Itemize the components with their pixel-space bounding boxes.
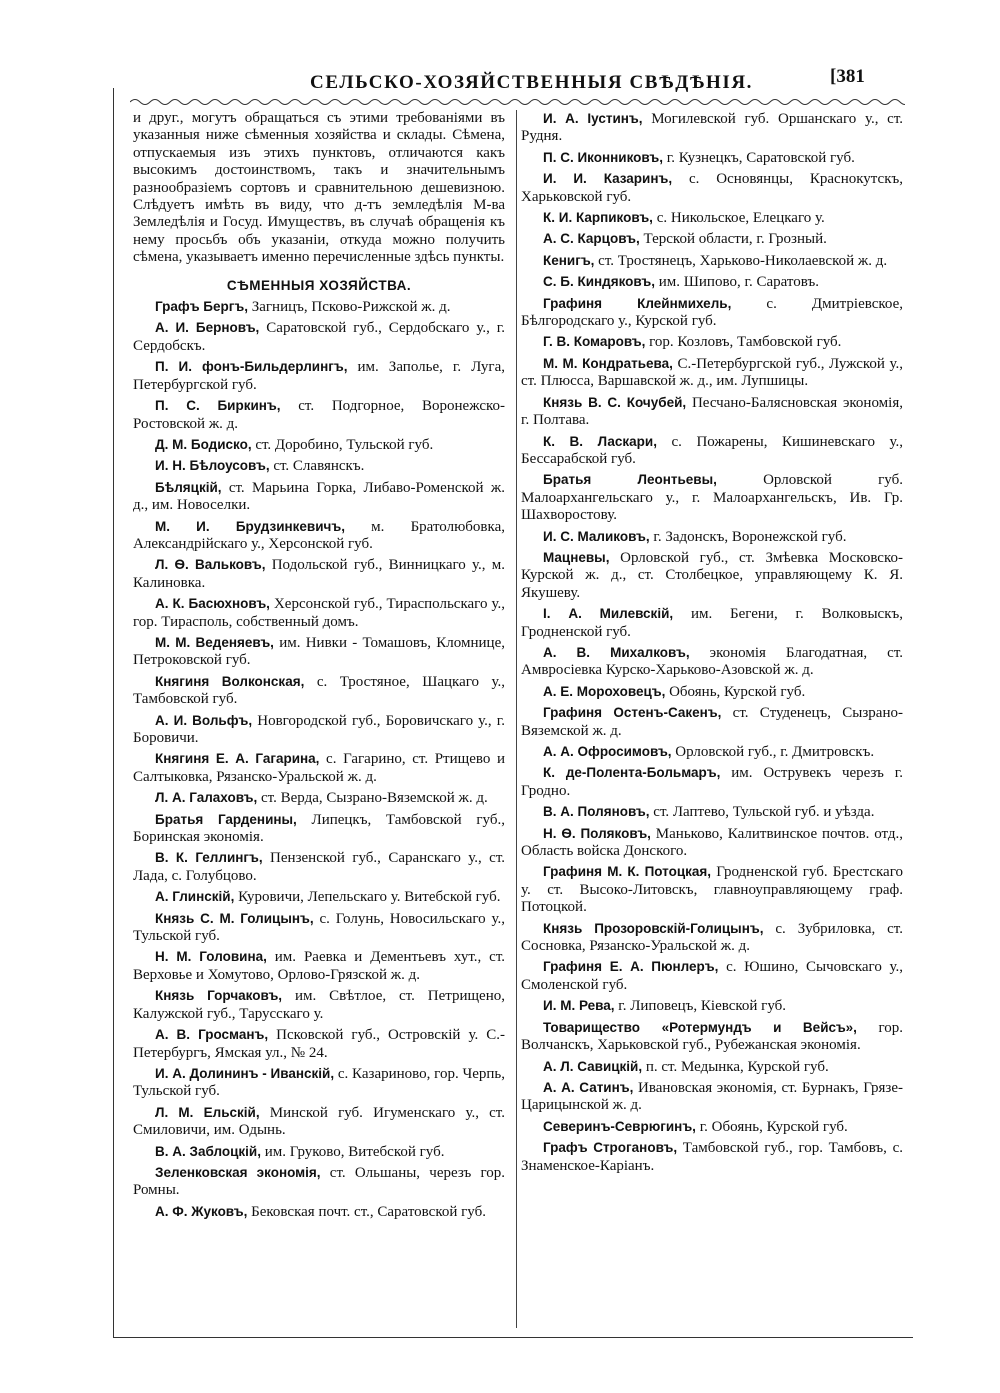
entry-name: Графъ Бергъ, — [155, 299, 248, 315]
entry — [133, 298, 505, 316]
entry-name: И. А. Долининъ - Иванскій, — [155, 1065, 335, 1081]
entry-address: Новгородской губ., Боровичскаго у., г. Боровичи. — [133, 712, 505, 746]
entry-address: им. Бегени, г. Волковыскъ, Гродненской губ. — [521, 606, 903, 640]
entry-address: с. Тростяное, Шацкаго у., Тамбовской губ. — [133, 673, 505, 708]
entry-name: А. И. Вольфъ, — [155, 712, 253, 728]
entry — [133, 595, 505, 631]
entry-name: К. И. Карпиковъ, — [543, 210, 653, 226]
entry-address: ст. Студенецъ, Сызрано-Вяземской ж. д. — [521, 705, 903, 739]
entry-address: Бековская почт. ст., Саратовской губ. — [247, 1203, 486, 1220]
entry-name: І. А. Милевскій, — [543, 606, 674, 622]
entry-address: Куровичи, Лепельскаго у. Витебской губ. — [234, 889, 501, 906]
entry-address: ст. Подгорное, Воронежско-Ростовской ж. д. — [133, 398, 505, 432]
entry — [521, 1118, 903, 1136]
entry — [521, 230, 903, 248]
entry-address: Гродненской губ. Брестскаго у. ст. Высоко-Литовскъ, главноуправляющему граф. Потоцкой. — [521, 864, 903, 916]
entry-name: С. Б. Киндяковъ, — [543, 274, 655, 290]
entry-name: М. М. Веденяевъ, — [155, 634, 274, 650]
entry-address: Могилевской губ. Оршанскаго у., ст. Рудня. — [521, 111, 904, 145]
entry — [521, 863, 903, 916]
entry-address: Тамбовской губ., гор. Тамбовъ, с. Знаменское-Каріанъ. — [521, 1140, 903, 1174]
entry — [521, 252, 903, 270]
entry — [521, 528, 903, 546]
entry-name: Л. Ѳ. Вальковъ, — [155, 557, 266, 573]
entry — [133, 1104, 505, 1140]
entry — [133, 1065, 505, 1101]
entry — [521, 743, 903, 761]
entry — [521, 333, 903, 351]
entry — [133, 789, 505, 807]
entry — [521, 1019, 903, 1055]
entry-name: Кенигъ, — [543, 252, 595, 268]
entry-address: ст. Верда, Сызрано-Вяземской ж. д. — [257, 790, 488, 807]
entry-address: с. Пожарены, Кишиневскаго у., Бессарабской губ. — [521, 433, 903, 467]
entry-address: с. Голунь, Новосильскаго у., Тульской губ. — [133, 910, 505, 945]
entry-address: Маньково, Калитвинское почтов. отд., Область войска Донского. — [521, 825, 903, 860]
entry — [133, 1203, 505, 1221]
entry-name: Графиня Клейнмихель, — [543, 295, 732, 311]
entry — [521, 209, 903, 227]
entry-name: К. В. Ласкари, — [543, 433, 657, 449]
entry-name: И. С. Маликовъ, — [543, 528, 650, 544]
intro-paragraph: и друг., могутъ обращаться съ этими требованіями въ указанныя ниже сѣменныя хозяйства и склады. Сѣмена, отпускаемыя изъ этихъ пунктовъ, отличаются какъ высокимъ достоинствомъ, такъ и значительнымъ разнообразіемъ сортовъ и сравнительною дешевизною. Слѣдуетъ имѣть въ виду, что д-тъ земледѣлія М-ва Земледѣлія и Госуд. Имуществъ, въ случаѣ обращенія къ нему просьбъ объ указаніи, откуда можно получить сѣмена, указываетъ именно перечисленные здѣсь пункты. — [133, 110, 505, 266]
entry — [133, 987, 505, 1023]
entry-name: А. Л. Савицкій, — [543, 1058, 643, 1074]
entry-name: А. В. Михалковъ, — [543, 644, 690, 660]
entry-name: А. А. Офросимовъ, — [543, 744, 672, 759]
entry-address: им. Острувекъ черезъ г. Гродно. — [521, 765, 903, 799]
entry-address: ст. Ольшаны, черезъ гор. Ромны. — [133, 1164, 505, 1199]
entry-address: Псковской губ., Островскій у. С.-Петербургъ, Ямская ул., № 24. — [133, 1027, 506, 1061]
entry-address: ст. Лаптево, Тульской губ. и уѣзда. — [649, 804, 875, 821]
entry-name: П. С. Биркинъ, — [155, 398, 281, 414]
entry-name: Графиня Е. А. Пюнлеръ, — [543, 959, 719, 975]
entry — [521, 295, 903, 331]
entry-name: Зеленковская экономія, — [155, 1164, 321, 1180]
entry-address: Орловской губ., ст. Змѣевка Московско-Курской ж. д., ст. Столбецкое, управляющему К. Я. Якушеву. — [521, 549, 903, 601]
entry-address: Обоянь, Курской губ. — [665, 683, 806, 700]
entry — [133, 1164, 505, 1200]
entry-name: Графиня Остенъ-Сакенъ, — [543, 705, 722, 721]
entry — [133, 1026, 505, 1062]
entry-name: П. С. Иконниковъ, — [543, 149, 663, 165]
entry-name: М. И. Брудзинкевичъ, — [155, 518, 345, 534]
right-column — [521, 110, 903, 1178]
entry-address: Ивановская экономія, ст. Бурнакъ, Грязе-Царицынской ж. д. — [521, 1079, 903, 1114]
entry-address: им. Шиповo, г. Саратовъ. — [654, 274, 819, 291]
running-title: СЕЛЬСКО-ХОЗЯЙСТВЕННЫЯ СВѢДѢНІЯ. — [310, 72, 754, 93]
right-entry-list — [521, 110, 903, 1175]
entry-name: А. К. Басюхновъ, — [155, 596, 270, 612]
entry — [521, 704, 903, 740]
entry — [133, 1143, 505, 1161]
entry — [521, 273, 903, 291]
entry-address: г. Обоянь, Курской губ. — [695, 1118, 848, 1135]
entry-name: Н. Ѳ. Поляковъ, — [543, 825, 651, 841]
frame-bottom-rule — [113, 1337, 913, 1338]
entry-address: им. Груково, Витебской губ. — [260, 1143, 445, 1160]
entry-name: И. А. Іустинъ, — [543, 111, 643, 126]
frame-left-rule — [113, 88, 114, 1338]
entry — [133, 634, 505, 670]
entry-name: А. А. Сатинъ, — [543, 1079, 634, 1095]
entry — [133, 556, 505, 592]
entry-address: с. Казариново, гор. Черпь, Тульской губ. — [133, 1065, 505, 1100]
entry-name: Княгиня Е. А. Гагарина, — [155, 751, 320, 767]
entry-address: с. Никольское, Елецкаго у. — [652, 210, 825, 227]
entry-address: Песчано-Балясновская экономія, г. Полтава. — [521, 394, 903, 429]
entry-name: И. М. Рева, — [543, 998, 615, 1014]
entry-name: Д. М. Бодиско, — [155, 436, 252, 452]
entry-address: Херсонской губ., Тираспольскаго у., гор. Тирасполь, собственный домъ. — [133, 596, 505, 630]
entry-address: п. ст. Медынка, Курской губ. — [642, 1058, 829, 1075]
entry-address: с. Зубриловка, ст. Сосновка, Рязанско-Уральской ж. д. — [521, 920, 903, 955]
entry — [521, 355, 903, 391]
entry-name: Графъ Строгановъ, — [543, 1140, 678, 1156]
entry-name: К. де-Полента-Больмаръ, — [543, 765, 721, 781]
entry-name: А. С. Карцовъ, — [543, 231, 640, 247]
section-title: СѢМЕННЫЯ ХОЗЯЙСТВА. — [226, 277, 412, 293]
entry-name: Князь С. М. Голицынъ, — [155, 910, 314, 926]
entry — [133, 888, 505, 906]
entry-name: И. Н. Бѣлоусовъ, — [155, 458, 270, 474]
column-divider — [516, 110, 517, 1328]
entry — [133, 948, 505, 984]
entry-name: Князь Прозоровскій-Голицынъ, — [543, 920, 764, 936]
entry-name: Н. М. Головина, — [155, 949, 267, 965]
entry-name: А. И. Берновъ, — [155, 320, 260, 336]
entry-address: ст. Славянскъ. — [269, 458, 365, 475]
entry-name: Князь В. С. Кочубей, — [543, 394, 687, 410]
entry — [521, 605, 903, 641]
entry-address: гор. Козловъ, Тамбовской губ. — [645, 334, 842, 351]
entry-name: Товарищество «Ротермундъ и Вейсъ», — [543, 1019, 857, 1035]
entry-name: Северинъ-Севрюгинъ, — [543, 1118, 696, 1134]
entry-name: П. И. фонъ-Бильдерлингъ, — [155, 359, 348, 375]
entry-name: И. И. Казаринъ, — [543, 171, 673, 187]
entry-name: В. К. Геллингъ, — [155, 850, 263, 866]
entry — [133, 479, 505, 515]
entry — [521, 683, 903, 701]
entry — [521, 958, 903, 994]
entry-name: Братья Леонтьевы, — [543, 472, 717, 488]
entry-address: гор. Волчанскъ, Харьковской губ., Рубежанская экономія. — [521, 1019, 903, 1054]
entry-address: им. Раевка и Дементьевъ хут., ст. Верховье и Хомутово, Орлово-Грязской ж. д. — [133, 949, 506, 983]
entry-address: с. Основянцы, Краснокутскъ, Харьковской губ. — [521, 171, 903, 205]
entry — [133, 811, 505, 847]
entry — [521, 471, 903, 524]
entry — [521, 1139, 903, 1175]
entry-address: с. Гагарино, ст. Ртищево и Салтыковка, Рязанско-Уральской ж. д. — [133, 751, 505, 785]
wavy-rule-ornament — [130, 96, 905, 108]
entry-address: ст. Доробино, Тульской губ. — [251, 436, 434, 453]
entry-address: Орловской губ., г. Дмитровскъ. — [671, 744, 875, 760]
entry — [521, 1058, 903, 1076]
entry-address: Загницъ, Псково-Рижской ж. д. — [247, 299, 451, 316]
entry — [133, 518, 505, 554]
entry — [521, 110, 903, 146]
entry — [521, 825, 903, 861]
entry — [133, 910, 505, 946]
entry — [521, 433, 903, 469]
entry-address: Терской области, г. Грозный. — [639, 231, 827, 248]
entry-name: М. М. Кондратьева, — [543, 355, 673, 371]
entry-name: Л. А. Галаховъ, — [155, 790, 258, 806]
entry-address: им. Свѣтлое, ст. Петрищено, Калужской губ., Тарусскаго у. — [133, 988, 505, 1022]
entry — [521, 149, 903, 167]
entry-name: Князь Горчаковъ, — [155, 988, 283, 1004]
entry — [133, 397, 505, 433]
entry-address: Подольской губ., Винницкаго у., м. Калиновка. — [133, 557, 505, 591]
entry-address: с. Дмитріевское, Бѣлгородскаго у., Курской губ. — [521, 295, 903, 330]
page-number: [381 — [830, 66, 865, 87]
entry — [521, 1079, 903, 1115]
left-entry-list — [133, 298, 505, 1221]
entry — [521, 764, 903, 800]
entry-name: Мацневы, — [543, 549, 610, 565]
entry-address: ст. Тростянецъ, Харьково-Николаевской ж. д. — [594, 252, 888, 269]
entry-name: А. В. Гросманъ, — [155, 1027, 269, 1043]
entry-name: Л. М. Ельскій, — [155, 1104, 260, 1120]
entry-address: Липецкъ, Тамбовской губ., Боринская экономія. — [133, 811, 505, 846]
entry — [133, 436, 505, 454]
entry — [133, 849, 505, 885]
entry-address: ст. Марьина Горка, Либаво-Роменской ж. д., им. Новоселки. — [133, 479, 505, 514]
entry-address: Минской губ. Игуменскаго у., ст. Смиловичи, им. Одынь. — [133, 1104, 505, 1139]
entry-address: им. Заполье, г. Луга, Петербургской губ. — [133, 359, 505, 393]
entry-address: г. Задонскъ, Воронежской губ. — [649, 528, 847, 545]
entry-name: А. Ф. Жуковъ, — [155, 1203, 248, 1219]
entry-name: В. А. Заблоцкій, — [155, 1143, 261, 1159]
entry-name: Княгиня Волконская, — [155, 673, 305, 689]
page-header — [120, 62, 920, 92]
entry-address: г. Липовецъ, Кіевской губ. — [614, 998, 787, 1015]
entry — [133, 750, 505, 786]
entry — [521, 920, 903, 956]
left-column — [133, 110, 505, 1224]
entry — [133, 358, 505, 394]
entry — [521, 644, 903, 680]
entry — [521, 997, 903, 1015]
entry-name: А. Е. Мороховецъ, — [543, 683, 666, 699]
entry-address: м. Братолюбовка, Александрійскаго у., Херсонской губ. — [133, 518, 505, 552]
entry-address: С.-Петербургской губ., Лужской у., ст. Плюсса, Варшавской ж. д., им. Лупшицы. — [521, 355, 903, 390]
entry-name: Г. В. Комаровъ, — [543, 334, 646, 350]
entry — [521, 170, 903, 206]
entry-name: А. Глинскій, — [155, 889, 235, 905]
entry — [133, 673, 505, 709]
entry-name: Графиня М. К. Потоцкая, — [543, 864, 712, 880]
entry — [521, 394, 903, 430]
entry-address: г. Кузнецкъ, Саратовской губ. — [662, 149, 855, 166]
entry-address: Пензенской губ., Саранскаго у., ст. Лада, с. Голубцово. — [133, 850, 506, 884]
entry-name: Бѣляцкій, — [155, 479, 222, 495]
entry-address: им. Нивки - Томашовъ, Кломнице, Петроковской губ. — [133, 634, 505, 669]
entry-address: Орловской губ. Малоархангельскаго у., г. Малоархангельскъ, Ив. Гр. Шахворостову. — [521, 472, 903, 524]
entry — [521, 803, 903, 821]
entry-address: Саратовской губ., Сердобскаго у., г. Сердобскъ. — [133, 320, 506, 354]
entry-name: Братья Гарденины, — [155, 811, 297, 827]
entry — [521, 549, 903, 602]
entry — [133, 319, 505, 355]
entry — [133, 712, 505, 748]
entry-name: В. А. Поляновъ, — [543, 804, 650, 820]
entry-address: экономія Благодатная, ст. Амвросіевка Курско-Харьково-Азовской ж. д. — [521, 644, 903, 679]
entry — [133, 457, 505, 475]
entry-address: с. Юшино, Сычовскаго у., Смоленской губ. — [521, 959, 903, 993]
